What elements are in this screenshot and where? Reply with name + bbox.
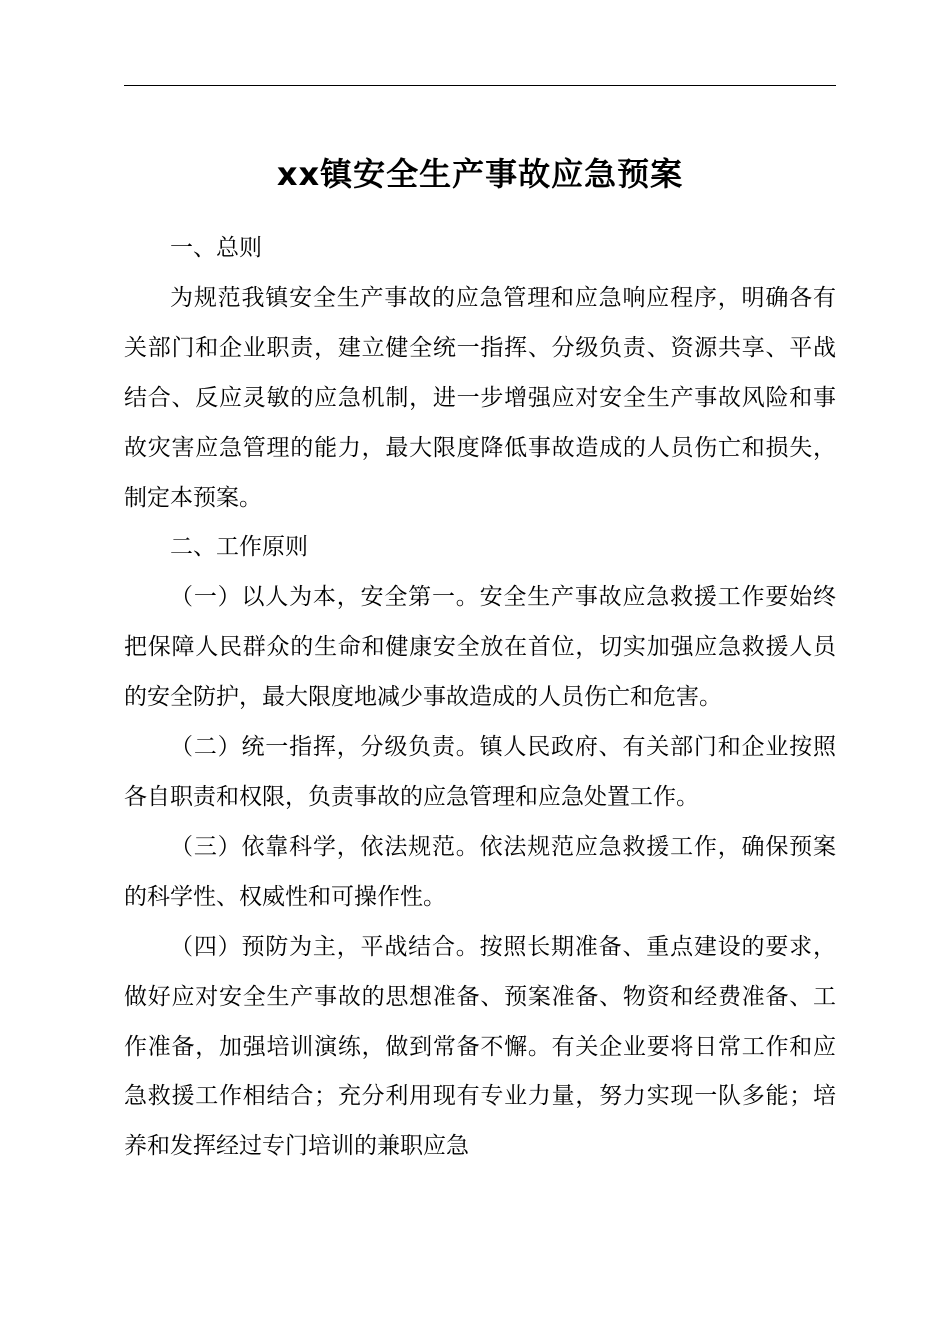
paragraph-principle-4: （四）预防为主，平战结合。按照长期准备、重点建设的要求，做好应对安全生产事故的思想准备、预案准备、物资和经费准备、工作准备，加强培训演练，做到常备不懈。有关企业要将日常工作和应急救援工作相结合；充分利用现有专业力量，努力实现一队多能；培养和发挥经过专门培训的兼职应急 [124,933,836,1160]
paragraph-purpose: 为规范我镇安全生产事故的应急管理和应急响应程序，明确各有关部门和企业职责，建立健全统一指挥、分级负责、资源共享、平战结合、反应灵敏的应急机制，进一步增强应对安全生产事故风险和事故灾害应急管理的能力，最大限度降低事故造成的人员伤亡和损失，制定本预案。 [124,284,836,511]
header-rule [124,85,836,86]
document-body [124,224,836,1172]
paragraph-principle-2: （二）统一指挥，分级负责。镇人民政府、有关部门和企业按照各自职责和权限，负责事故的应急管理和应急处置工作。 [124,734,836,810]
section-heading-principles: 二、工作原则 [170,534,308,561]
paragraph-principle-3: （三）依靠科学，依法规范。依法规范应急救援工作，确保预案的科学性、权威性和可操作性。 [124,833,836,910]
paragraph-principle-1: （一）以人为本，安全第一。安全生产事故应急救援工作要始终把保障人民群众的生命和健康安全放在首位，切实加强应急救援人员的安全防护，最大限度地减少事故造成的人员伤亡和危害。 [124,584,836,711]
section-heading-general: 一、总则 [170,235,262,261]
document-title: xx镇安全生产事故应急预案 [276,155,684,193]
